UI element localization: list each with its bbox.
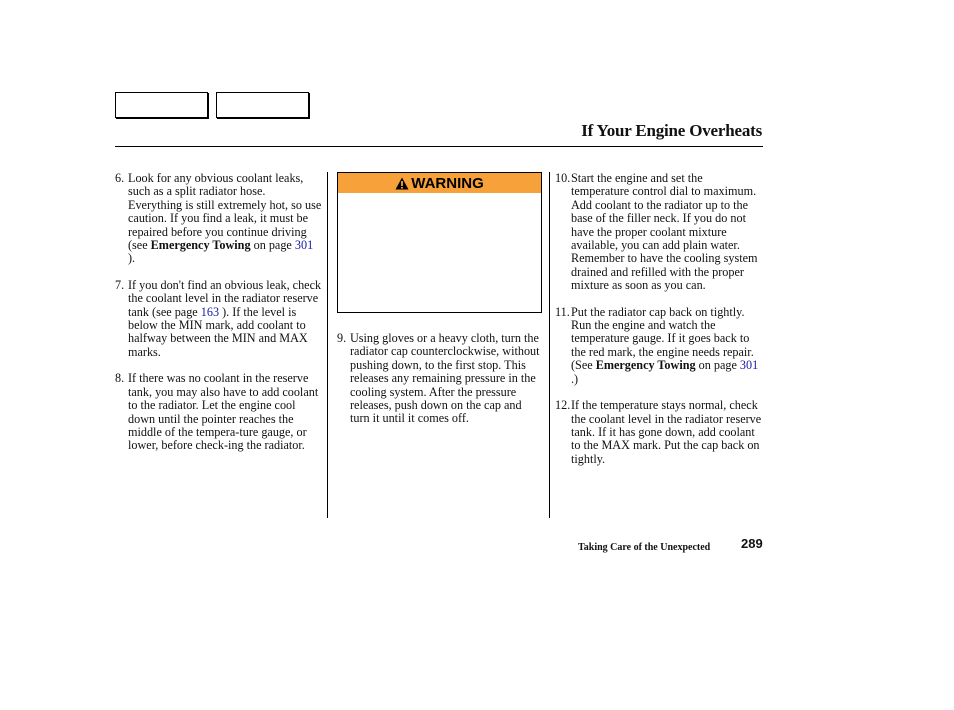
bold-ref: Emergency Towing [150,238,251,253]
step-text: on page [695,358,740,373]
column-1 [115,172,322,466]
column-divider-1 [327,172,328,518]
step-text: on page [250,238,295,253]
step-text: ). [128,251,136,266]
step-6 [115,172,322,266]
step-text: Put the radiator cap back on tightly. Run the engine and watch the temperature gauge. If it goes back to the red mark, the engine needs repair. (See [571,304,754,373]
step-10 [555,172,763,293]
page-link-163[interactable]: 163 [200,304,220,319]
step-8 [115,372,322,452]
page-link-301[interactable]: 301 [294,238,314,253]
step-text: Start the engine and set the temperature control dial to maximum. Add coolant to the radiator up to the base of the filler neck. If you do not have the proper coolant mixture available, you can add plain water. Remember to have the cooling system drained and refilled with the proper mixture as soon as you can. [571,171,758,293]
warning-label: WARNING [411,174,484,192]
step-number: 9. [337,331,347,345]
footer-section: Taking Care of the Unexpected [578,542,711,553]
page-number: 289 [741,536,763,551]
warning-triangle-icon [395,177,409,190]
step-text: .) [571,371,579,386]
bold-ref: Emergency Towing [595,358,696,373]
column-3 [555,172,763,479]
step-7 [115,279,322,359]
nav-button-1[interactable] [115,92,208,118]
page-link-301[interactable]: 301 [739,358,759,373]
page-title: If Your Engine Overheats [581,121,762,140]
step-12 [555,399,763,466]
step-text: If you don't find an obvious leak, check the coolant level in the radiator reserve tank (see page [128,277,322,319]
step-11 [555,306,763,386]
step-text: Using gloves or a heavy cloth, turn the radiator cap counterclockwise, without pushing down, to the first stop. This releases any remaining pressure in the cooling system. After the pressure releases, push down on the cap and turn it until it comes off. [350,331,540,426]
step-text: If there was no coolant in the reserve tank, you may also have to add coolant to the radiator. Let the engine cool down until the pointer reaches the middle of the tempera-ture gauge, or lower, before check-ing the radiator. [128,371,319,453]
step-number: 12. [555,398,571,413]
step-number: 10. [555,171,571,185]
column-2 [337,332,543,439]
column-divider-2 [549,172,550,518]
warning-header [338,173,541,193]
step-number: 8. [115,371,125,386]
step-text: Look for any obvious coolant leaks, such as a split radiator hose. Everything is still extremely hot, so use caution. If you find a leak, it must be repaired before you continue driving (see [128,171,322,253]
step-number: 6. [115,171,125,185]
warning-box [337,172,542,313]
nav-button-2[interactable] [216,92,309,118]
step-number: 11. [555,304,570,319]
step-number: 7. [115,277,125,292]
header-rule [115,146,763,147]
step-text: ). If the level is below the MIN mark, add coolant to halfway between the MIN and MAX marks. [128,304,308,359]
step-9 [337,332,543,426]
step-text: If the temperature stays normal, check the coolant level in the radiator reserve tank. If it has gone down, add coolant to the MAX mark. Put the cap back on tightly. [571,398,762,466]
